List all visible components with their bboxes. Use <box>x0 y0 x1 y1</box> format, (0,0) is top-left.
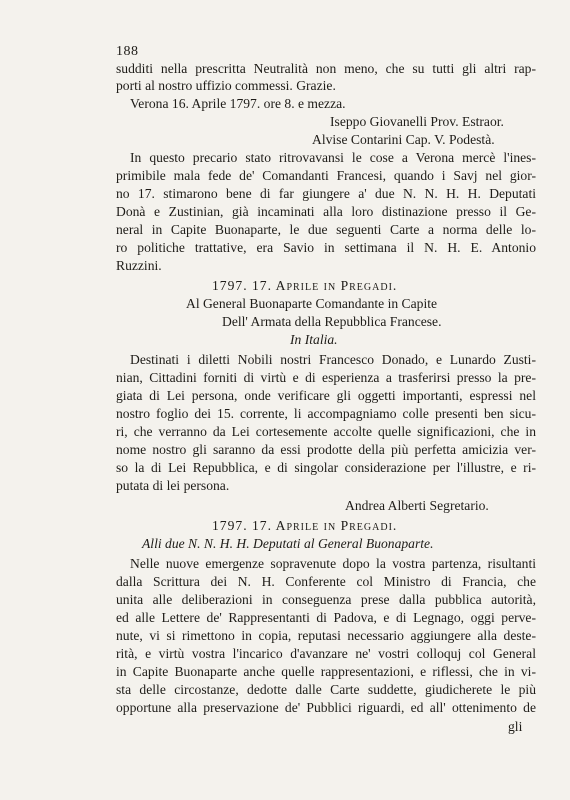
signature-line: Andrea Alberti Segretario. <box>345 498 489 513</box>
text-line: porti al nostro uffizio commessi. Grazie. <box>116 78 336 93</box>
signature-line: Alvise Contarini Cap. V. Podestà. <box>312 132 495 147</box>
text-line: nome nostro gli saranno da essi prodotte della più perfetta amicizia ver- <box>116 442 536 457</box>
text-line: In questo precario stato ritrovavansi le cose a Verona mercè l'ines- <box>130 150 536 165</box>
dateline: Verona 16. Aprile 1797. ore 8. e mezza. <box>130 96 346 111</box>
text-line: ro politiche trattative, era Savio in settimana il N. H. E. Antonio <box>116 240 536 255</box>
address-line: Alli due N. N. H. H. Deputati al General Buonaparte. <box>142 536 434 551</box>
text-line: ed alle Lettere de' Rappresentanti di Padova, e di Legnago, oggi perve- <box>116 610 536 625</box>
address-line: Al General Buonaparte Comandante in Capite <box>186 296 438 311</box>
text-line: nostro foglio dei 15. corrente, li accompagniamo colle presenti ben sicu- <box>116 406 536 421</box>
section-heading: 1797. 17. Aprile in Pregadi. <box>212 278 398 293</box>
text-line: nute, vi si rimettono in copia, reputasi necessario aggiungere alla deste- <box>116 628 536 643</box>
text-line: putata di lei persona. <box>116 478 230 493</box>
text-line: giata di Lei persona, onde verificare gli oggetti importanti, espressi nel <box>116 388 536 403</box>
address-line: Dell' Armata della Repubblica Francese. <box>222 314 442 329</box>
text-line: rità, e virtù vostra l'incarico d'avanzare ne' vostri colloquj col General <box>116 646 536 661</box>
text-line: neral in Capite Buonaparte, le due seguenti Carte a norma delle lo- <box>116 222 536 237</box>
text-line: opportune alla preservazione de' Pubblici riguardi, ed all' ottenimento de <box>116 700 536 715</box>
text-line: primibile mala fede de' Comandanti Francesi, quando i Savj nel gior- <box>116 168 536 183</box>
text-line: Ruzzini. <box>116 258 162 273</box>
text-line: Destinati i diletti Nobili nostri Francesco Donado, e Lunardo Zusti- <box>130 352 536 367</box>
text-line: no 17. stimarono bene di far giungere a' due N. N. H. H. Deputati <box>116 186 536 201</box>
text-line: Donà e Zustinian, già incaminati alla loro distinazione presso il Ge- <box>116 204 536 219</box>
text-line: dalla Scrittura dei N. H. Conferente col Ministro di Francia, che <box>116 574 536 589</box>
text-line: in Capite Buonaparte anche quelle rappresentazioni, e riflessi, che in vi- <box>116 664 536 679</box>
text-line: so la di Lei Repubblica, e di singolar considerazione per l'illustre, e ri- <box>116 460 536 475</box>
section-heading: 1797. 17. Aprile in Pregadi. <box>212 518 398 533</box>
text-line: nian, Cittadini forniti di virtù e di esperienza a trasferirsi presso la pre- <box>116 370 536 385</box>
page-number: 188 <box>116 44 139 59</box>
text-line: unita alle deliberazioni in conseguenza prese dalla pubblica autorità, <box>116 592 536 607</box>
text-line: sudditi nella prescritta Neutralità non meno, che su tutti gli altri rap- <box>116 61 536 76</box>
signature-line: Iseppo Giovanelli Prov. Estraor. <box>330 114 504 129</box>
text-line: Nelle nuove emergenze sopravenute dopo la vostra partenza, risultanti <box>130 556 536 571</box>
text-line: ri, che verranno da Lei cortesemente accolte quelle significazioni, che in <box>116 424 536 439</box>
text-line: sta delle circostanze, dedotte dalle Carte suddette, giudicherete le più <box>116 682 536 697</box>
address-line: In Italia. <box>290 332 338 347</box>
catchword: gli <box>508 719 523 734</box>
